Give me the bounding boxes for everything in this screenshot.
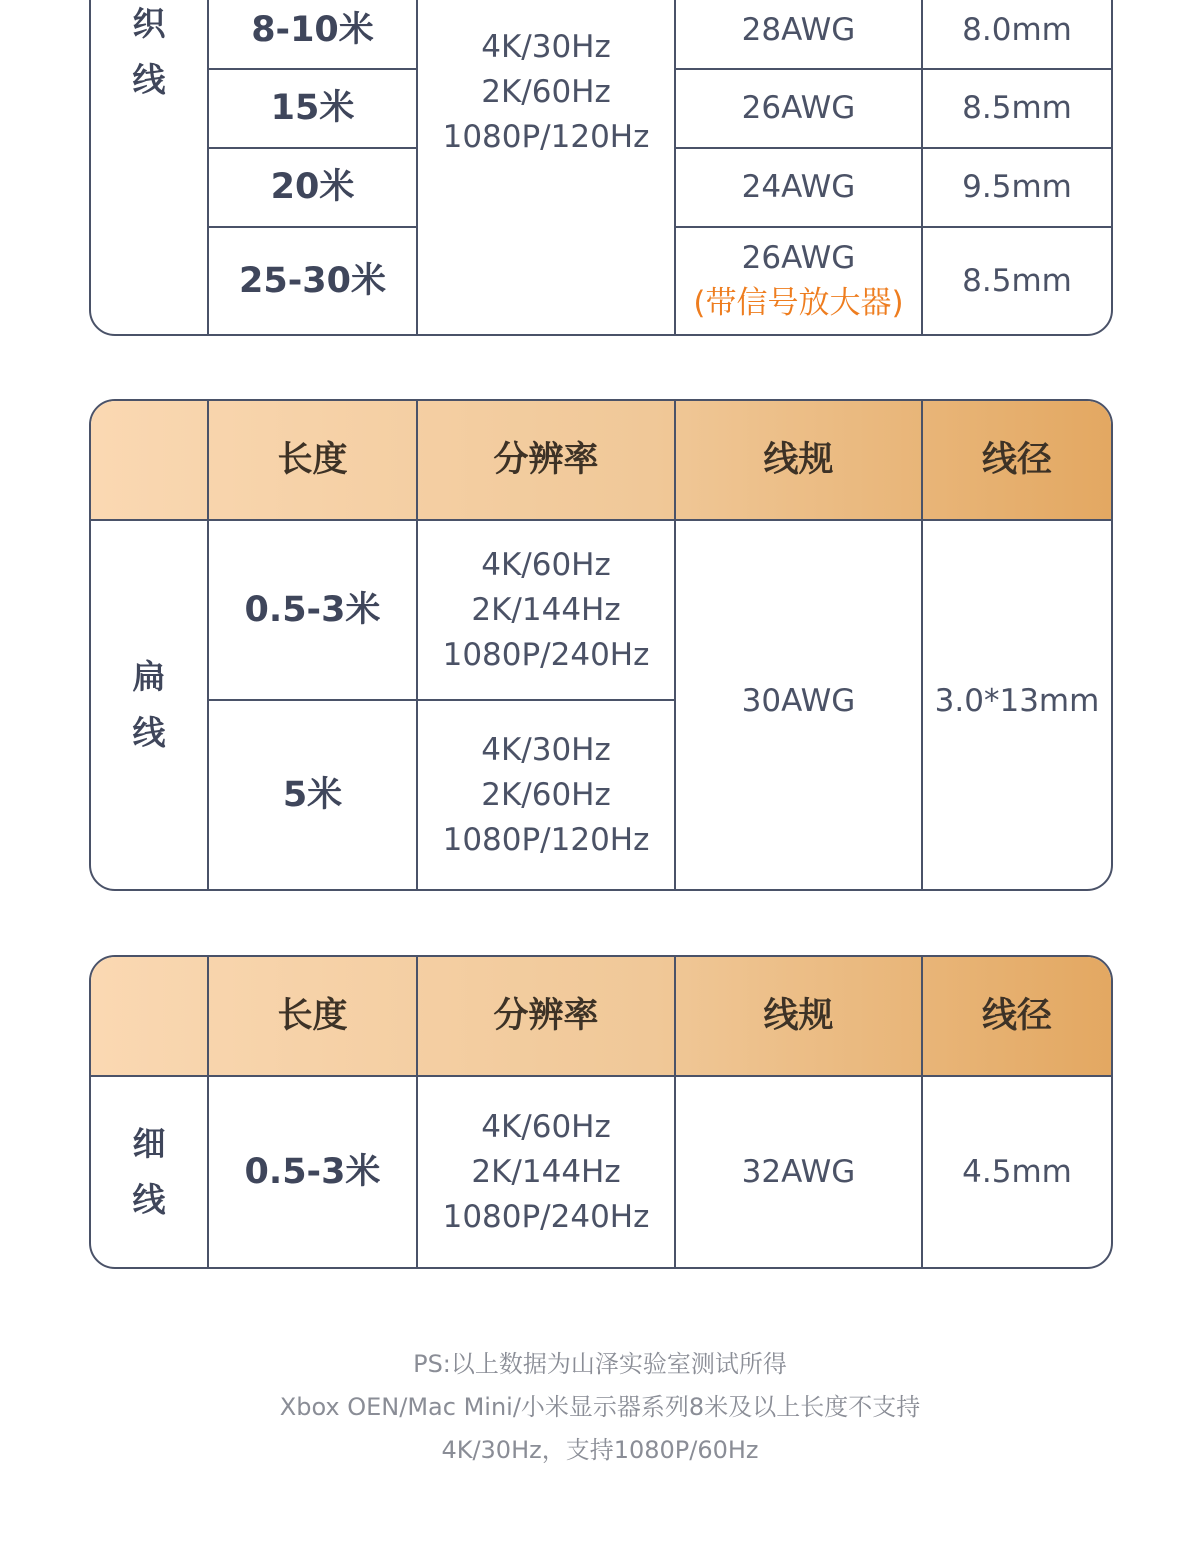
category-char: 扁: [132, 657, 166, 696]
diameter-cell: 8.5mm: [962, 90, 1072, 126]
resolution-line: 4K/30Hz: [481, 28, 611, 65]
resolution-line: 2K/144Hz: [471, 591, 621, 628]
category-char: 细: [132, 1124, 166, 1163]
thin-cable-table: [89, 955, 1113, 1269]
resolution-line: 1080P/240Hz: [442, 636, 650, 673]
braided-cable-table: [89, 0, 1113, 336]
resolution-line: 1080P/120Hz: [442, 821, 650, 858]
resolution-line: 2K/60Hz: [481, 776, 611, 813]
resolution-cell: [418, 701, 674, 889]
signal-amplifier-note: (带信号放大器): [693, 285, 904, 321]
resolution-line: 2K/144Hz: [471, 1153, 621, 1190]
gauge-cell: 26AWG: [741, 90, 856, 126]
length-cell: 0.5-3米: [244, 589, 381, 630]
table-header: [91, 401, 1111, 521]
category-label-braided: [91, 0, 207, 112]
diameter-cell: 8.5mm: [962, 262, 1072, 299]
resolution-cell: [418, 1077, 674, 1267]
length-cell: 15米: [270, 88, 355, 128]
flat-cable-table: [89, 399, 1113, 891]
diameter-cell: 8.0mm: [962, 11, 1072, 48]
header-length: 长度: [277, 439, 348, 480]
diameter-cell: 3.0*13mm: [934, 682, 1100, 719]
gauge-cell: 28AWG: [741, 11, 856, 48]
gauge-cell: 32AWG: [741, 1153, 856, 1190]
header-diameter: 线径: [981, 995, 1052, 1036]
length-cell: 8-10米: [251, 9, 374, 50]
resolution-line: 4K/30Hz: [481, 731, 611, 768]
resolution-line: 1080P/120Hz: [442, 118, 650, 155]
resolution-line: 4K/60Hz: [481, 1108, 611, 1145]
header-diameter: 线径: [981, 439, 1052, 480]
resolution-cell: [418, 521, 674, 699]
footnote-line: Xbox OEN/Mac Mini/小米显示器系列8米及以上长度不支持: [279, 1393, 921, 1421]
resolution-cell: [418, 2, 674, 182]
category-char: 线: [132, 713, 166, 752]
length-cell: 20米: [270, 167, 355, 207]
header-resolution: 分辨率: [493, 439, 599, 480]
table-header: [91, 957, 1111, 1077]
header-gauge: 线规: [763, 439, 834, 480]
category-char: 织: [132, 4, 166, 43]
category-label-flat: [91, 521, 207, 889]
diameter-cell: 4.5mm: [962, 1153, 1072, 1190]
category-char: 线: [132, 60, 166, 99]
length-cell: 5米: [282, 774, 343, 815]
gauge-value: 26AWG: [741, 240, 856, 276]
footnote-line: PS:以上数据为山泽实验室测试所得: [413, 1350, 787, 1378]
length-cell: 25-30米: [239, 260, 386, 301]
header-length: 长度: [277, 995, 348, 1036]
gauge-cell: 24AWG: [741, 169, 856, 205]
gauge-cell: 30AWG: [741, 682, 856, 719]
resolution-line: 1080P/240Hz: [442, 1198, 650, 1235]
resolution-line: 4K/60Hz: [481, 546, 611, 583]
header-resolution: 分辨率: [493, 995, 599, 1036]
header-gauge: 线规: [763, 995, 834, 1036]
category-char: 线: [132, 1180, 166, 1219]
category-label-thin: [91, 1077, 207, 1267]
length-cell: 0.5-3米: [244, 1151, 381, 1192]
diameter-cell: 9.5mm: [962, 169, 1072, 205]
gauge-cell: [676, 228, 921, 334]
resolution-line: 2K/60Hz: [481, 73, 611, 110]
footnote-line: 4K/30Hz，支持1080P/60Hz: [441, 1436, 759, 1464]
